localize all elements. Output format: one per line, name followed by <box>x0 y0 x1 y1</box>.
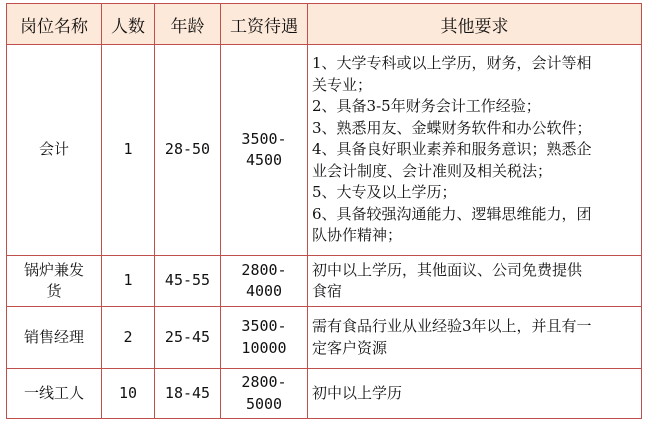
header-position: 岗位名称 <box>7 4 102 45</box>
requirement-line: 需有食品行业从业经验3年以上，并且有一 <box>312 317 592 335</box>
cell-salary <box>221 45 308 256</box>
header-row <box>7 4 642 45</box>
table-row <box>7 45 642 256</box>
cell-salary <box>221 307 308 369</box>
header-age: 年龄 <box>155 4 221 45</box>
cell-salary <box>221 369 308 419</box>
position-line: 货 <box>46 282 62 300</box>
cell-age: 45-55 <box>155 256 221 307</box>
table-row <box>7 307 642 369</box>
requirement-line: 1、大学专科或以上学历，财务，会计等相 <box>312 54 592 73</box>
cell-position: 一线工人 <box>7 369 102 419</box>
cell-age: 25-45 <box>155 307 221 369</box>
header-salary: 工资待遇 <box>221 4 308 45</box>
requirement-line: 初中以上学历 <box>312 383 403 402</box>
requirement-line: 6、具备较强沟通能力、逻辑思维能力，团 <box>312 204 592 223</box>
salary-line: 4000 <box>245 282 283 300</box>
cell-headcount: 2 <box>102 307 155 369</box>
header-headcount: 人数 <box>102 4 155 45</box>
cell-headcount: 10 <box>102 369 155 419</box>
salary-line: 3500- <box>241 317 287 335</box>
salary-line: 10000 <box>241 338 287 357</box>
requirement-line: 队协作精神； <box>312 226 403 245</box>
salary-line: 3500- <box>241 129 287 148</box>
requirement-line: 业会计制度、会计准则及相关税法； <box>312 161 553 180</box>
salary-line: 2800- <box>241 260 287 279</box>
table-row <box>7 369 642 419</box>
cell-headcount: 1 <box>102 256 155 307</box>
cell-salary <box>221 256 308 307</box>
cell-headcount: 1 <box>102 45 155 256</box>
cell-age: 28-50 <box>155 45 221 256</box>
salary-line: 4500 <box>245 151 283 169</box>
requirement-line: 4、具备良好职业素养和服务意识；熟悉企 <box>312 140 592 159</box>
requirement-line: 初中以上学历，其他面议、公司免费提供 <box>312 260 583 279</box>
requirement-line: 食宿 <box>312 282 343 300</box>
salary-line: 2800- <box>241 373 287 391</box>
cell-position: 会计 <box>7 45 102 256</box>
requirement-line: 定客户资源 <box>312 338 388 357</box>
cell-requirements <box>308 45 642 256</box>
table-row <box>7 256 642 307</box>
requirement-line: 2、具备3-5年财务会计工作经验； <box>312 97 541 116</box>
cell-position <box>7 256 102 307</box>
salary-line: 5000 <box>245 394 283 413</box>
header-requirements: 其他要求 <box>308 4 642 45</box>
cell-age: 18-45 <box>155 369 221 419</box>
requirement-line: 3、熟悉用友、金蝶财务软件和办公软件； <box>312 118 592 137</box>
cell-requirements <box>308 369 642 419</box>
cell-requirements <box>308 307 642 369</box>
requirement-line: 5、大专及以上学历； <box>312 183 457 202</box>
cell-requirements <box>308 256 642 307</box>
position-line: 锅炉兼发 <box>23 260 84 279</box>
job-table <box>6 3 642 419</box>
cell-position: 销售经理 <box>7 307 102 369</box>
requirement-line: 关专业； <box>312 75 373 94</box>
